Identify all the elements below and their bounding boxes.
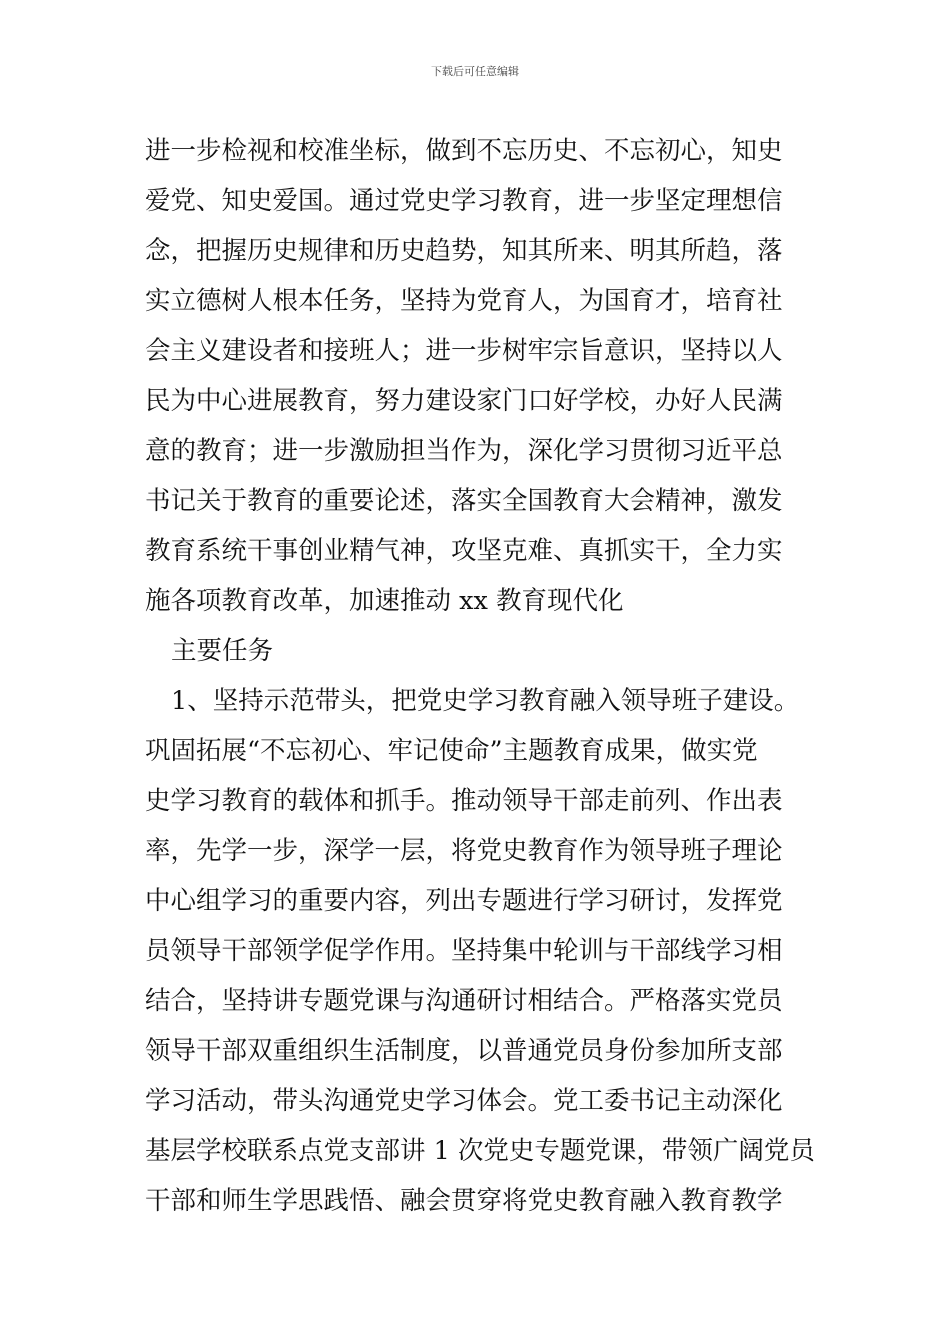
paragraph-line: 领导干部双重组织生活制度，以普通党员身份参加所支部 <box>145 1036 783 1066</box>
paragraph-line: 书记关于教育的重要论述，落实全国教育大会精神，激发 <box>145 486 783 516</box>
paragraph-line: 施各项教育改革，加速推动 xx 教育现代化 <box>145 586 624 616</box>
paragraph-line: 实立德树人根本任务，坚持为党育人，为国育才，培育社 <box>145 286 783 316</box>
paragraph-line: 爱党、知史爱国。通过党史学习教育，进一步坚定理想信 <box>145 186 783 216</box>
paragraph-line: 巩固拓展“不忘初心、牢记使命”主题教育成果，做实党 <box>145 736 758 766</box>
paragraph-line: 干部和师生学思践悟、融会贯穿将党史教育融入教育教学 <box>145 1186 783 1216</box>
paragraph-line: 学习活动，带头沟通党史学习体会。党工委书记主动深化 <box>145 1086 783 1116</box>
paragraph-line: 念，把握历史规律和历史趋势，知其所来、明其所趋，落 <box>145 236 783 266</box>
paragraph-line: 结合，坚持讲专题党课与沟通研讨相结合。严格落实党员 <box>145 986 783 1016</box>
paragraph-line: 1、坚持示范带头，把党史学习教育融入领导班子建设。 <box>171 686 800 716</box>
document-body <box>145 126 825 1226</box>
paragraph-line: 员领导干部领学促学作用。坚持集中轮训与干部线学习相 <box>145 936 783 966</box>
paragraph-line: 民为中心进展教育，努力建设家门口好学校，办好人民满 <box>145 386 783 416</box>
paragraph-line: 中心组学习的重要内容，列出专题进行学习研讨，发挥党 <box>145 886 783 916</box>
paragraph-line: 基层学校联系点党支部讲 1 次党史专题党课，带领广阔党员 <box>145 1136 815 1166</box>
section-heading: 主要任务 <box>171 636 274 666</box>
paragraph-line: 会主义建设者和接班人；进一步树牢宗旨意识，坚持以人 <box>145 336 783 366</box>
paragraph-line: 教育系统干事创业精气神，攻坚克难、真抓实干，全力实 <box>145 536 783 566</box>
page-header: 下载后可任意编辑 <box>431 65 519 78</box>
paragraph-line: 意的教育；进一步激励担当作为，深化学习贯彻习近平总 <box>145 436 783 466</box>
paragraph-line: 史学习教育的载体和抓手。推动领导干部走前列、作出表 <box>145 786 783 816</box>
paragraph-line: 率，先学一步，深学一层，将党史教育作为领导班子理论 <box>145 836 783 866</box>
paragraph-line: 进一步检视和校准坐标，做到不忘历史、不忘初心，知史 <box>145 136 783 166</box>
